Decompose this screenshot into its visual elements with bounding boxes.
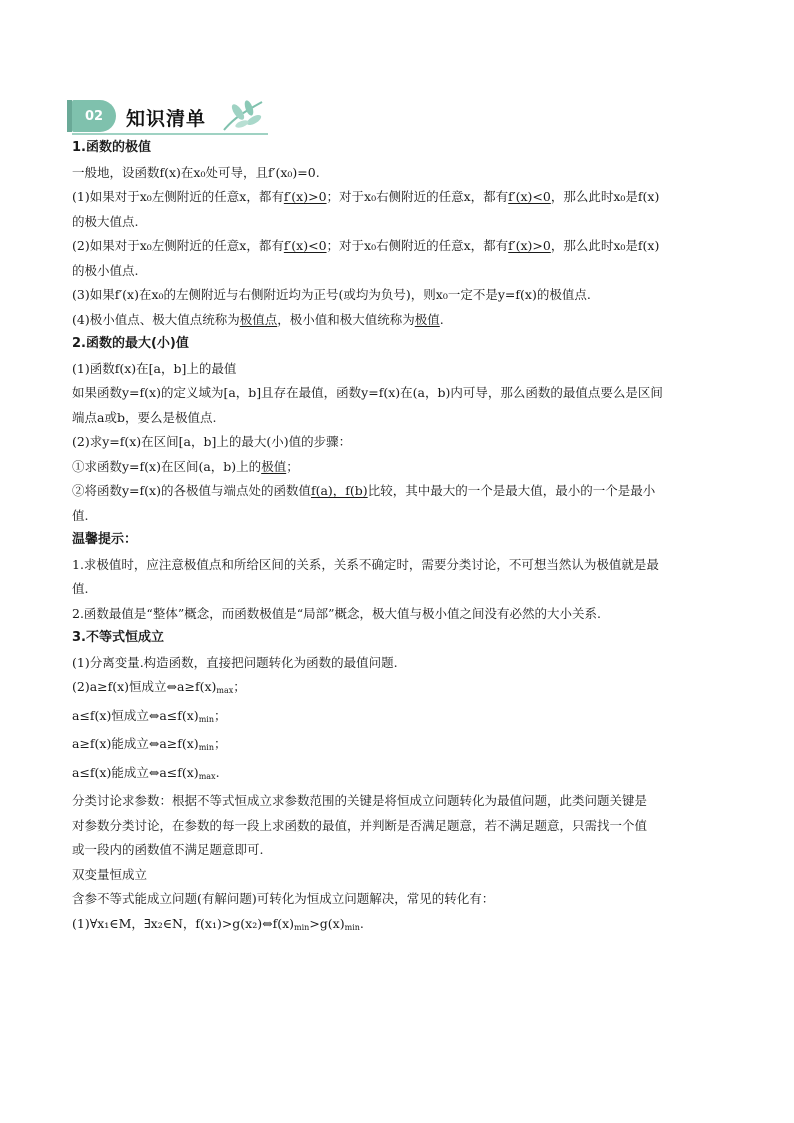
text-line: 值. <box>72 581 89 596</box>
text-line: 双变量恒成立 <box>72 866 148 882</box>
text-segment: ②将函数y=f(x)的各极值与端点处的函数值 <box>72 483 311 498</box>
text-line <box>72 761 722 790</box>
text-line: 1.求极值时，应注意极值点和所给区间的关系，关系不确定时，需要分类讨论，不可想当然认为极值就是最 <box>72 556 659 572</box>
text-line: 分类讨论求参数：根据不等式恒成立求参数范围的关键是将恒成立问题转化为最值问题，此类问题关键是 <box>72 793 648 808</box>
subscript: min <box>344 922 360 932</box>
text-line: 端点a或b，要么是极值点. <box>72 409 217 425</box>
underlined-term: f′(x)<0 <box>508 189 551 204</box>
text-segment: . <box>215 764 220 780</box>
section-banner <box>72 96 268 136</box>
subscript: max <box>198 771 216 781</box>
text-segment: (2)a≥f(x)恒成立⇔a≥f(x) <box>72 679 217 694</box>
text-segment: 比较，其中最大的一个是最大值，最小的一个是最小 <box>367 483 656 498</box>
text-line <box>72 479 722 504</box>
text-line <box>72 732 722 761</box>
text-line <box>72 234 722 259</box>
text-line: 对参数分类讨论，在参数的每一段上求函数的最值，并判断是否满足题意，若不满足题意，只需找一个值 <box>72 817 648 833</box>
leaf-icon <box>218 96 266 132</box>
notes-body <box>72 136 722 940</box>
section-heading: 温馨提示： <box>72 532 138 547</box>
text-segment: ，极小值和极大值统称为 <box>277 311 415 327</box>
text-line: (3)如果f′(x)在x₀的左侧附近与右侧附近均为正号(或均为负号)，则x₀一定不是y=f(x)的极值点. <box>72 287 591 302</box>
text-line: 一般地，设函数f(x)在x₀处可导，且f′(x₀)=0. <box>72 164 320 180</box>
section-heading: 2.函数的最大(小)值 <box>72 336 189 351</box>
text-segment: (1)∀x₁∈M，∃x₂∈N，f(x₁)>g(x₂)⇔f(x) <box>72 915 295 931</box>
text-segment: ；对于x₀右侧附近的任意x，都有 <box>326 189 509 204</box>
text-segment: a≤f(x)能成立⇔a≤f(x) <box>72 764 199 780</box>
text-line <box>72 912 722 941</box>
text-segment: >g(x) <box>309 915 345 931</box>
text-segment: ，那么此时x₀是f(x) <box>550 238 660 253</box>
text-line: (1)分离变量.构造函数，直接把问题转化为函数的最值问题. <box>72 654 398 670</box>
text-line: 2.函数最值是“整体”概念，而函数极值是“局部”概念，极大值与极小值之间没有必然的大小关系. <box>72 605 601 621</box>
text-line: 或一段内的函数值不满足题意即可. <box>72 842 264 857</box>
text-line: 含参不等式能成立问题(有解问题)可转化为恒成立问题解决，常见的转化有： <box>72 891 495 906</box>
text-line <box>72 185 722 210</box>
section-title: 知识清单 <box>126 108 207 130</box>
text-segment: ； <box>286 458 299 474</box>
text-segment: ，那么此时x₀是f(x) <box>550 189 660 204</box>
subscript: max <box>216 686 234 695</box>
text-segment: ①求函数y=f(x)在区间(a，b)上的 <box>72 458 262 474</box>
text-line <box>72 675 722 704</box>
underlined-term: 极值 <box>261 458 287 474</box>
underlined-term: 极值点 <box>239 311 278 327</box>
text-segment: ； <box>213 707 227 723</box>
section-heading: 1.函数的极值 <box>72 140 151 155</box>
subscript: min <box>198 714 214 724</box>
text-line: 如果函数y=f(x)的定义域为[a，b]且存在最值，函数y=f(x)在(a，b)内可导，那么函数的最值点要么是区间 <box>72 385 663 400</box>
banner-underline <box>72 133 268 135</box>
text-line: 的极大值点. <box>72 213 139 229</box>
text-line: (2)求y=f(x)在区间[a，b]上的最大(小)值的步骤： <box>72 434 352 449</box>
underlined-term: f(a)，f(b) <box>310 483 368 498</box>
text-line <box>72 704 722 733</box>
subscript: min <box>294 922 310 932</box>
underlined-term: f′(x)>0 <box>283 189 327 204</box>
text-line: 的极小值点. <box>72 262 139 278</box>
text-segment: ； <box>213 736 227 751</box>
section-number-badge: 02 <box>72 100 116 132</box>
subscript: min <box>198 743 214 752</box>
text-segment: (4)极小值点、极大值点统称为 <box>72 311 240 327</box>
text-segment: a≤f(x)恒成立⇔a≤f(x) <box>72 707 199 723</box>
text-line: 值. <box>72 507 89 523</box>
text-segment: (2)如果对于x₀左侧附近的任意x，都有 <box>72 238 284 253</box>
text-segment: . <box>359 915 364 931</box>
text-segment: (1)如果对于x₀左侧附近的任意x，都有 <box>72 189 284 204</box>
text-line <box>72 308 722 333</box>
section-heading: 3.不等式恒成立 <box>72 630 164 645</box>
text-segment: ；对于x₀右侧附近的任意x，都有 <box>326 238 509 253</box>
text-segment: a≥f(x)能成立⇔a≥f(x) <box>72 736 199 751</box>
text-segment: . <box>439 311 444 327</box>
underlined-term: f′(x)<0 <box>283 238 327 253</box>
text-line: (1)函数f(x)在[a，b]上的最值 <box>72 360 237 376</box>
underlined-term: 极值 <box>414 311 440 327</box>
underlined-term: f′(x)>0 <box>508 238 551 253</box>
text-segment: ； <box>233 679 246 694</box>
text-line <box>72 455 722 480</box>
